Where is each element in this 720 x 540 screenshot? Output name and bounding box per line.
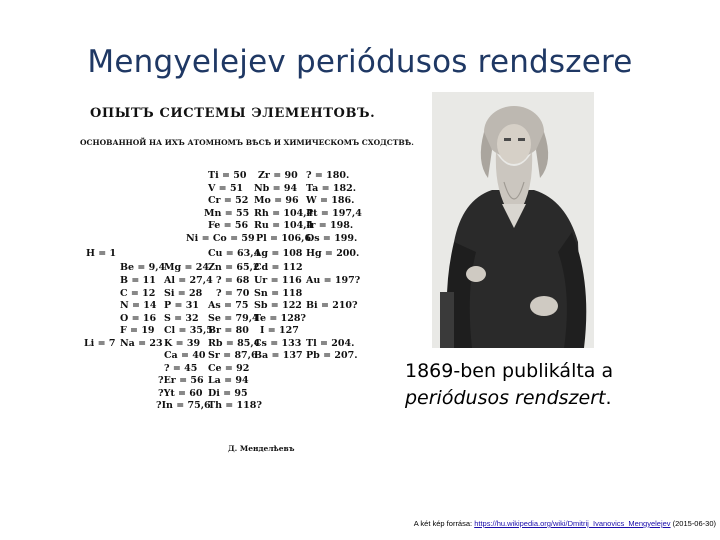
- table-cell: P = 31: [164, 300, 199, 311]
- table-cell: Ba = 137: [254, 350, 303, 361]
- table-cell: W = 186.: [306, 195, 355, 206]
- table-cell: Tl = 204.: [306, 338, 355, 349]
- table-heading: ОПЫТЪ СИСТЕМЫ ЭЛЕМЕНТОВЪ.: [90, 106, 376, 121]
- source-link[interactable]: https://hu.wikipedia.org/wiki/Dmitrij_Ivanovics_Mengyelejev: [474, 519, 671, 528]
- table-cell: Ir = 198.: [306, 220, 354, 231]
- slide-title: Mengyelejev periódusos rendszere: [87, 44, 633, 80]
- table-cell: As = 75: [208, 300, 249, 311]
- table-cell: Cr = 52: [208, 195, 249, 206]
- table-cell: Os = 199.: [306, 233, 358, 244]
- table-cell: Pl = 106,6: [256, 233, 312, 244]
- table-cell: H = 1: [86, 248, 117, 259]
- table-cell: ? = 45: [164, 363, 198, 374]
- table-cell: Di = 95: [208, 388, 248, 399]
- table-cell: Br = 80: [208, 325, 249, 336]
- table-cell: Cd = 112: [254, 262, 303, 273]
- table-cell: Zn = 65,2: [208, 262, 260, 273]
- table-cell: Ti = 50: [208, 170, 247, 181]
- table-cell: Nb = 94: [254, 183, 298, 194]
- table-cell: B = 11: [120, 275, 156, 286]
- table-cell: Si = 28: [164, 288, 203, 299]
- table-cell: Mg = 24: [164, 262, 209, 273]
- source-date: (2015-06-30): [670, 519, 716, 528]
- table-cell: K = 39: [164, 338, 201, 349]
- caption-text: [405, 358, 705, 412]
- table-cell: Cu = 63,4: [208, 248, 261, 259]
- table-cell: Hg = 200.: [306, 248, 360, 259]
- table-cell: Ta = 182.: [306, 183, 357, 194]
- mendeleev-portrait-photo: [432, 92, 594, 348]
- table-cell: Na = 23: [120, 338, 163, 349]
- table-cell: ?Er = 56: [158, 375, 204, 386]
- table-cell: Te = 128?: [254, 313, 306, 324]
- image-source-note: [0, 519, 716, 528]
- table-cell: Ur = 116: [254, 275, 302, 286]
- mendeleev-table-image: [80, 106, 414, 458]
- table-cell: Zr = 90: [258, 170, 298, 181]
- table-cell: ? = 68: [216, 275, 250, 286]
- table-cell: O = 16: [120, 313, 157, 324]
- table-cell: S = 32: [164, 313, 199, 324]
- table-cell: Ca = 40: [164, 350, 206, 361]
- table-cell: Th = 118?: [208, 400, 262, 411]
- caption-line-1: 1869-ben publikálta a: [405, 360, 614, 382]
- table-cell: Cs = 133: [254, 338, 302, 349]
- table-cell: Ag = 108: [254, 248, 303, 259]
- table-cell: Al = 27,4: [164, 275, 213, 286]
- table-cell: N = 14: [120, 300, 157, 311]
- table-cell: Cl = 35,5: [164, 325, 213, 336]
- table-cell: Sb = 122: [254, 300, 302, 311]
- caption-italic-phrase: periódusos rendszert: [405, 387, 606, 409]
- table-cell: F = 19: [120, 325, 155, 336]
- table-cell: Mn = 55: [204, 208, 250, 219]
- table-cell: Pb = 207.: [306, 350, 358, 361]
- table-cell: C = 12: [120, 288, 156, 299]
- table-cell: Rh = 104,4: [254, 208, 314, 219]
- table-cell: Be = 9,4: [120, 262, 166, 273]
- table-cell: Au = 197?: [306, 275, 361, 286]
- table-cell: Rb = 85,4: [208, 338, 261, 349]
- portrait-drawing: [432, 92, 594, 348]
- table-cell: Mo = 96: [254, 195, 299, 206]
- table-cell: ?In = 75,6: [156, 400, 211, 411]
- table-cell: Ce = 92: [208, 363, 250, 374]
- table-cell: Sn = 118: [254, 288, 303, 299]
- table-cell: I = 127: [260, 325, 299, 336]
- table-cell: Ni = Co = 59: [186, 233, 255, 244]
- caption-line-2: [405, 385, 705, 412]
- caption-period: .: [605, 387, 612, 409]
- table-signature: Д. Менделѣевъ: [228, 444, 295, 453]
- table-cell: Bi = 210?: [306, 300, 358, 311]
- table-cell: ? = 180.: [306, 170, 350, 181]
- table-cell: ? = 70: [216, 288, 250, 299]
- source-prefix: A két kép forrása:: [413, 519, 475, 528]
- table-cell: Fe = 56: [208, 220, 249, 231]
- table-cell: Se = 79,4: [208, 313, 259, 324]
- table-cell: La = 94: [208, 375, 249, 386]
- table-cell: Ru = 104,4: [254, 220, 314, 231]
- table-subheading: ОСНОВАННОЙ НА ИХЪ АТОМНОМЪ ВѢСѢ И ХИМИЧЕСКОМЪ СХОДСТВѢ.: [80, 138, 414, 147]
- table-cell: Li = 7: [84, 338, 116, 349]
- table-cell: Sr = 87,6: [208, 350, 258, 361]
- table-cell: ?Yt = 60: [158, 388, 203, 399]
- table-cell: V = 51: [208, 183, 244, 194]
- table-cell: Pt = 197,4: [306, 208, 362, 219]
